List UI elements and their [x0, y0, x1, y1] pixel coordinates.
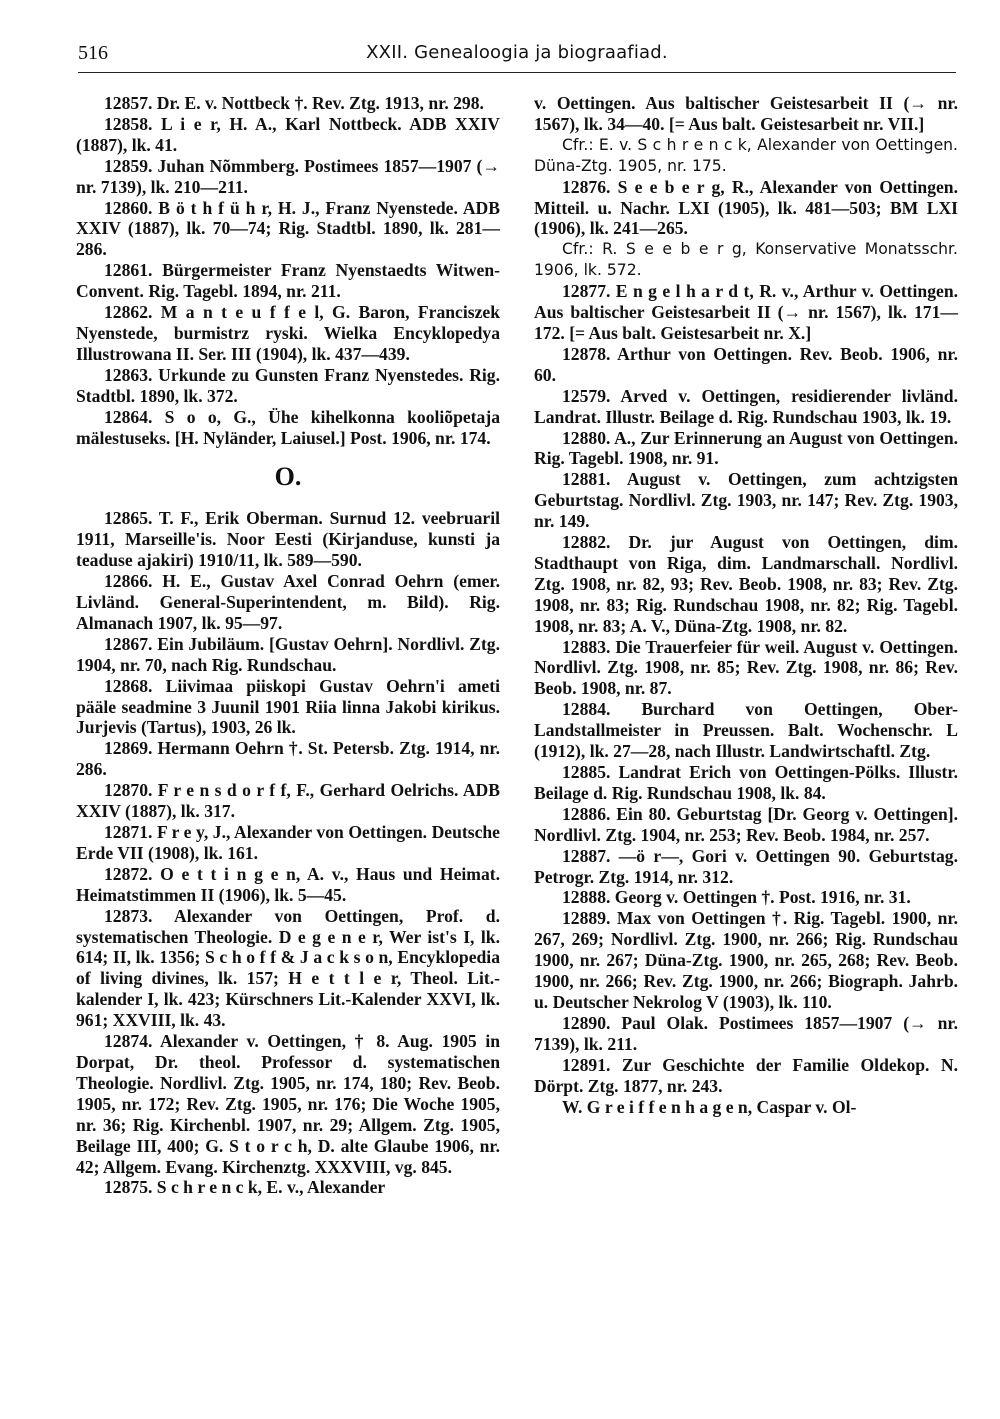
bibliography-entry: 12863. Urkunde zu Gunsten Franz Nyenstedes. Rig. Stadtbl. 1890, lk. 372.	[76, 364, 500, 406]
bibliography-entry: 12870. F r e n s d o r f f, F., Gerhard Oelrichs. ADB XXIV (1887), lk. 317.	[76, 780, 500, 822]
bibliography-entry: 12875. S c h r e n c k, E. v., Alexander	[104, 1177, 386, 1198]
bibliography-entry: 12878. Arthur von Oettingen. Rev. Beob. 1906, nr. 60.	[534, 343, 958, 385]
bibliography-entry: 12857. Dr. E. v. Nottbeck †. Rev. Ztg. 1913, nr. 298.	[104, 93, 484, 113]
bibliography-entry: v. Oettingen. Aus baltischer Geistesarbeit II (→ nr. 1567), lk. 34—40. [= Aus balt. Geistesarbeit nr. VII.]	[534, 93, 958, 134]
bibliography-entry: 12888. Georg v. Oettingen †. Post. 1916, nr. 31.	[562, 887, 911, 908]
bibliography-entry: Cfr.: R. S e e b e r g, Konservative Monatsschr. 1906, lk. 572.	[534, 240, 958, 280]
running-title: XXII. Genealoogia ja biograafiad.	[366, 42, 668, 63]
bibliography-entry: 12864. S o o, G., Ühe kihelkonna kooliõpetaja mälestuseks. [H. Nyländer, Laiusel.] Post. 1906, nr. 174.	[76, 406, 500, 448]
page-header	[78, 42, 956, 82]
bibliography-entry: 12873. Alexander von Oettingen, Prof. d. systematischen Theologie. D e g e n e r, Wer ist's I, lk. 614; II, lk. 1356; S c h o f f & J a c k s o n, Encyklopedia of living divines, lk. 157; H e t t l e r, Theol. Lit.-kalender I, lk. 423; Kürschners Lit.-Kalender XXVI, lk. 961; XXVIII, lk. 43.	[76, 905, 500, 1031]
bibliography-entry: 12885. Landrat Erich von Oettingen-Pölks. Illustr. Beilage d. Rig. Rundschau 1908, lk. 84.	[534, 762, 958, 803]
bibliography-entry: 12872. O e t t i n g e n, A. v., Haus und Heimat. Heimatstimmen II (1906), lk. 5—45.	[76, 863, 500, 905]
bibliography-entry: 12883. Die Trauerfeier für weil. August v. Oettingen. Nordlivl. Ztg. 1908, nr. 85; Rev. Ztg. 1908, nr. 86; Rev. Beob. 1908, nr. 87.	[534, 636, 958, 699]
bibliography-entry: 12868. Liivimaa piiskopi Gustav Oehrn'i ameti pääle seadmine 3 Juunil 1901 Riia linna Jakobi kirikus. Jurjevis (Tartus), 1903, 26 lk.	[76, 675, 500, 738]
bibliography-entry: W. G r e i f f e n h a g e n, Caspar v. Ol-	[562, 1096, 857, 1117]
bibliography-entry: 12871. F r e y, J., Alexander von Oettingen. Deutsche Erde VII (1908), lk. 161.	[76, 822, 500, 863]
bibliography-entry: 12869. Hermann Oehrn †. St. Petersb. Ztg. 1914, nr. 286.	[76, 738, 500, 780]
bibliography-entry: 12880. A., Zur Erinnerung an August von Oettingen. Rig. Tagebl. 1908, nr. 91.	[534, 427, 958, 469]
left-column	[76, 93, 500, 1198]
bibliography-entry: 12867. Ein Jubiläum. [Gustav Oehrn]. Nordlivl. Ztg. 1904, nr. 70, nach Rig. Rundschau.	[76, 633, 500, 675]
bibliography-entry: 12882. Dr. jur August von Oettingen, dim. Stadthaupt von Riga, dim. Landmarschall. Nordlivl. Ztg. 1908, nr. 82, 93; Rev. Beob. 1908, nr. 83; Rev. Ztg. 1908, nr. 83; Rig. Rundschau 1908, nr. 82; Rig. Tagebl. 1908, nr. 83; A. V., Düna-Ztg. 1908, nr. 82.	[534, 532, 958, 636]
bibliography-entry: 12859. Juhan Nõmmberg. Postimees 1857—1907 (→ nr. 7139), lk. 210—211.	[76, 155, 500, 197]
bibliography-entry: 12874. Alexander v. Oettingen, † 8. Aug. 1905 in Dorpat, Dr. theol. Professor d. systematischen Theologie. Nordlivl. Ztg. 1905, nr. 174, 180; Rev. Beob. 1905, nr. 172; Rev. Ztg. 1905, nr. 176; Die Woche 1905, nr. 36; Rig. Kirchenbl. 1907, nr. 29; Allgem. Ztg. 1905, Beilage III, 400; G. S t o r c h, D. alte Glaube 1906, nr. 42; Allgem. Evang. Kirchenztg. XXXVIII, vg. 845.	[76, 1031, 500, 1177]
left-entries-after	[76, 508, 500, 1198]
bibliography-entry: 12860. B ö t h f ü h r, H. J., Franz Nyenstede. ADB XXIV (1887), lk. 70—74; Rig. Stadtbl. 1890, lk. 281—286.	[76, 197, 500, 260]
bibliography-entry: 12890. Paul Olak. Postimees 1857—1907 (→ nr. 7139), lk. 211.	[534, 1012, 958, 1054]
bibliography-entry: 12877. E n g e l h a r d t, R. v., Arthur v. Oettingen. Aus baltischer Geistesarbeit II (→ nr. 1567), lk. 171—172. [= Aus balt. Geistesarbeit nr. X.]	[534, 281, 958, 343]
right-column	[534, 93, 958, 1117]
section-letter: O.	[274, 462, 302, 492]
bibliography-entry: 12861. Bürgermeister Franz Nyenstaedts Witwen-Convent. Rig. Tagebl. 1894, nr. 211.	[76, 260, 500, 302]
bibliography-entry: 12579. Arved v. Oettingen, residierender livländ. Landrat. Illustr. Beilage d. Rig. Rundschau 1903, lk. 19.	[534, 385, 958, 427]
bibliography-entry: 12889. Max von Oettingen †. Rig. Tagebl. 1900, nr. 267, 269; Nordlivl. Ztg. 1900, nr. 266; Rig. Rundschau 1900, nr. 267; Düna-Ztg. 1900, nr. 265, 268; Rev. Beob. 1900, nr. 266; Rev. Ztg. 1900, nr. 266; Biograph. Jahrb. u. Deutscher Nekrolog V (1903), lk. 110.	[534, 908, 958, 1012]
bibliography-entry: 12881. August v. Oettingen, zum achtzigsten Geburtstag. Nordlivl. Ztg. 1903, nr. 147; Rev. Ztg. 1903, nr. 149.	[534, 469, 958, 532]
bibliography-entry: 12866. H. E., Gustav Axel Conrad Oehrn (emer. Livländ. General-Superintendent, m. Bild). Rig. Almanach 1907, lk. 95—97.	[76, 571, 500, 633]
right-entries	[534, 93, 958, 1117]
bibliography-entry: Cfr.: E. v. S c h r e n c k, Alexander von Oettingen. Düna-Ztg. 1905, nr. 175.	[534, 135, 958, 175]
page-number: 516	[78, 42, 108, 64]
bibliography-entry: 12884. Burchard von Oettingen, Ober-Landstallmeister in Preussen. Balt. Wochenschr. L (1912), lk. 27—28, nach Illustr. Landwirtschaftl. Ztg.	[534, 699, 958, 762]
bibliography-entry: 12891. Zur Geschichte der Familie Oldekop. N. Dörpt. Ztg. 1877, nr. 243.	[534, 1054, 958, 1096]
bibliography-entry: 12886. Ein 80. Geburtstag [Dr. Georg v. Oettingen]. Nordlivl. Ztg. 1904, nr. 253; Rev. Beob. 1984, nr. 257.	[534, 803, 958, 845]
bibliography-entry: 12876. S e e b e r g, R., Alexander von Oettingen. Mitteil. u. Nachr. LXI (1905), lk. 481—503; BM LXI (1906), lk. 241—265.	[534, 176, 958, 239]
bibliography-entry: 12858. L i e r, H. A., Karl Nottbeck. ADB XXIV (1887), lk. 41.	[76, 113, 500, 155]
bibliography-entry: 12887. —ö r—, Gori v. Oettingen 90. Geburtstag. Petrogr. Ztg. 1914, nr. 312.	[534, 845, 958, 887]
left-entries-before	[76, 93, 500, 448]
bibliography-entry: 12865. T. F., Erik Oberman. Surnud 12. veebruaril 1911, Marseille'is. Noor Eesti (Kirjanduse, kunsti ja teaduse ajakiri) 1910/11, lk. 589—590.	[76, 508, 500, 571]
bibliography-entry: 12862. M a n t e u f f e l, G. Baron, Franciszek Nyenstede, burmistrz ryski. Wielka Encyklopedya Illustrowana II. Ser. III (1904), lk. 437—439.	[76, 302, 500, 364]
header-rule	[78, 72, 956, 73]
